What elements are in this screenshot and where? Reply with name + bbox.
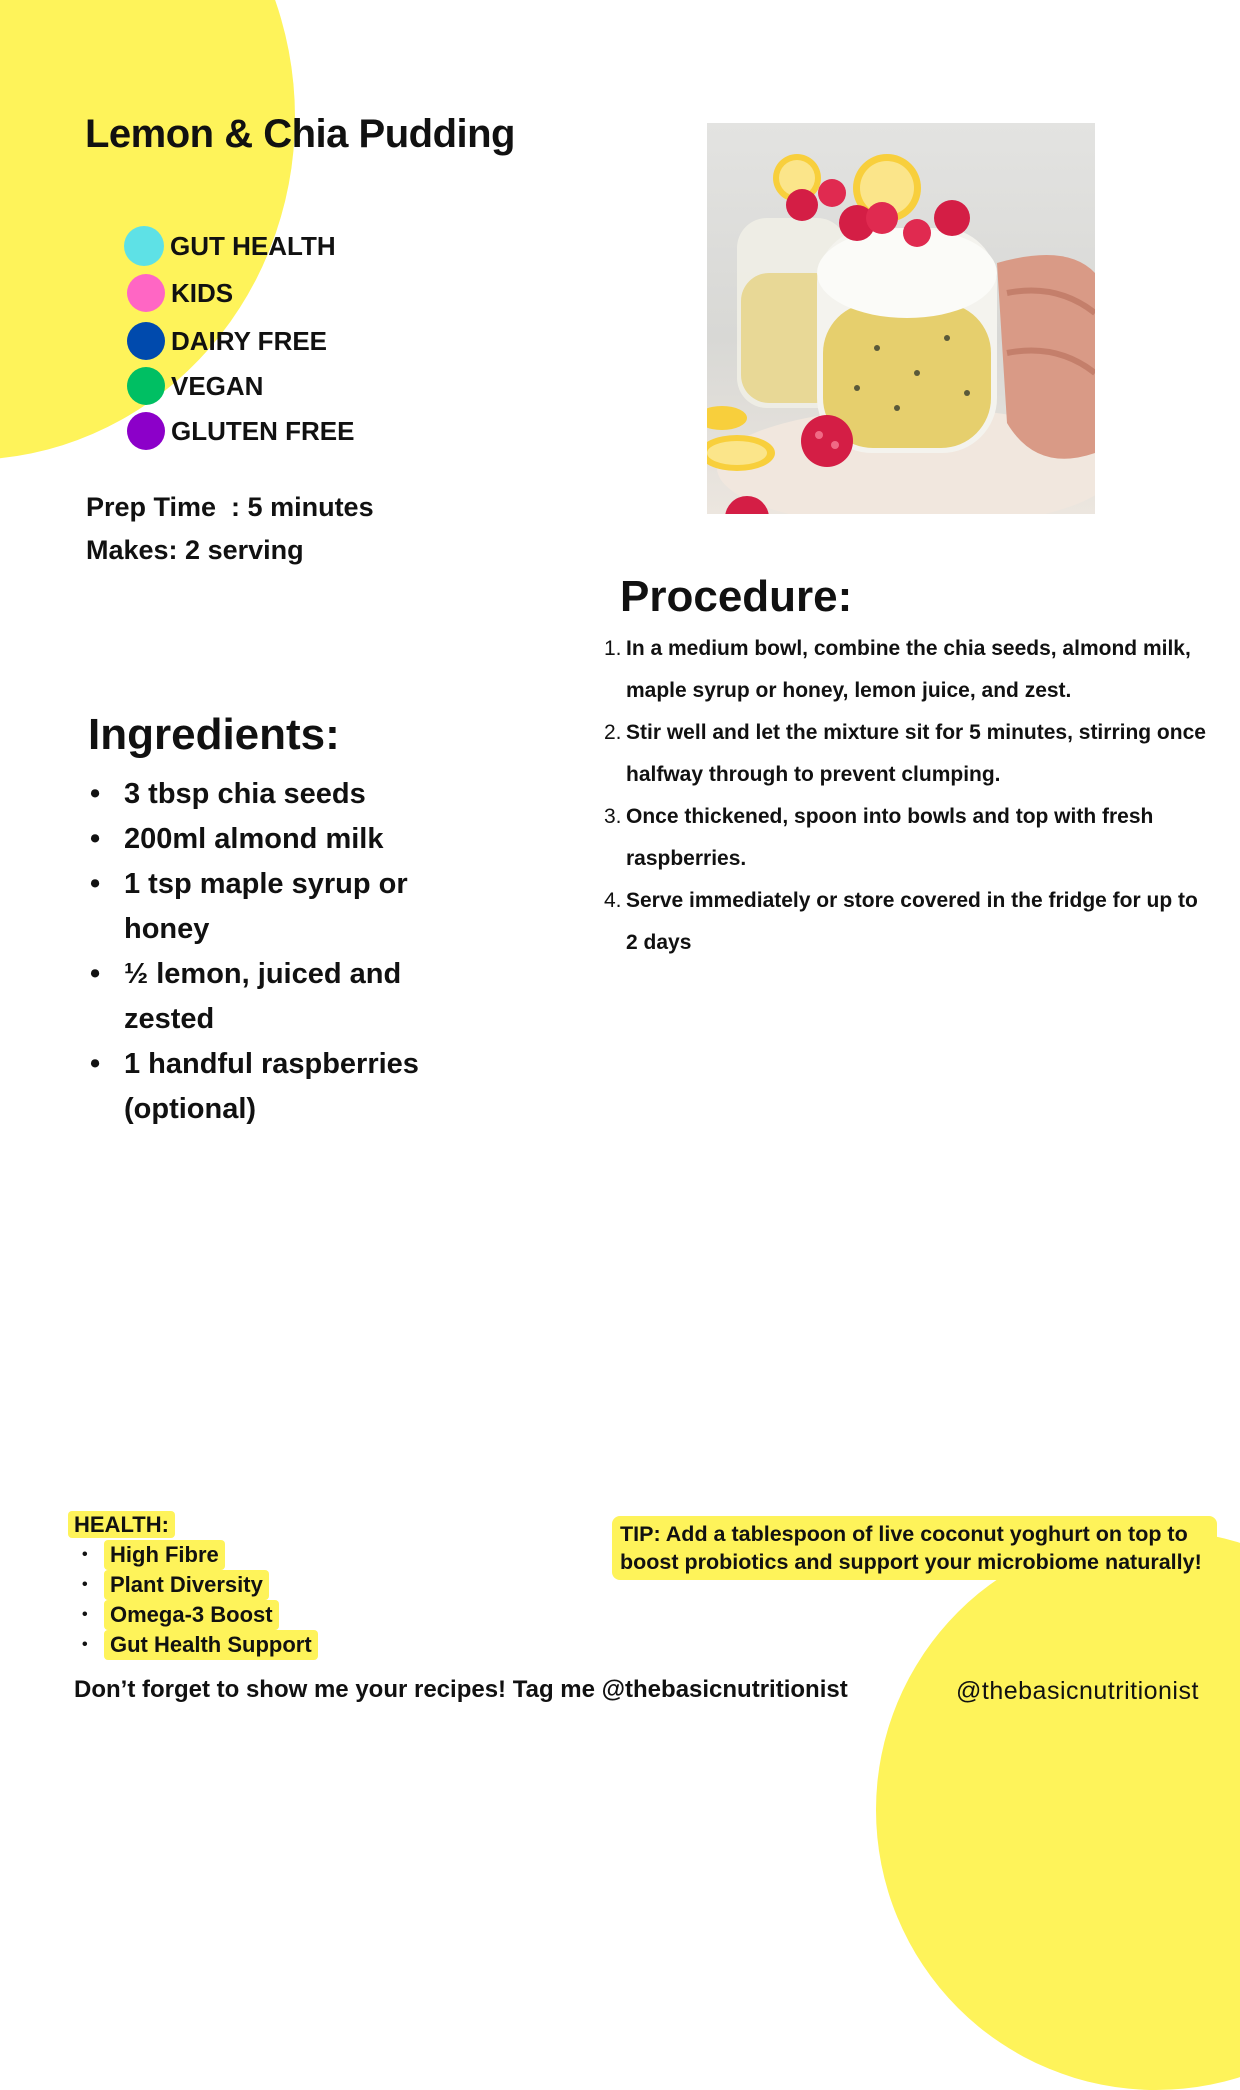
health-item bbox=[82, 1600, 318, 1630]
bullet-icon: • bbox=[90, 1048, 101, 1080]
bullet-icon: • bbox=[90, 778, 101, 810]
bullet-icon: • bbox=[82, 1546, 88, 1563]
health-benefits bbox=[68, 1512, 318, 1660]
step-text: Once thickened, spoon into bowls and top with fresh raspberries. bbox=[626, 805, 1154, 870]
health-item-text: Omega-3 Boost bbox=[104, 1600, 279, 1630]
tag-dot-icon bbox=[127, 367, 165, 405]
bullet-icon: • bbox=[82, 1606, 88, 1623]
health-title: HEALTH: bbox=[68, 1511, 175, 1538]
health-item bbox=[82, 1630, 318, 1660]
tag-label: GLUTEN FREE bbox=[171, 415, 355, 446]
tag-dot-icon bbox=[124, 226, 164, 266]
decorative-yellow-circle-bottom bbox=[876, 1530, 1240, 2090]
ingredient-item bbox=[90, 862, 470, 952]
step-text: Serve immediately or store covered in the fridge for up to 2 days bbox=[626, 889, 1198, 954]
tag-label: KIDS bbox=[171, 277, 234, 308]
health-item-text: Gut Health Support bbox=[104, 1630, 318, 1660]
social-handle: @thebasicnutritionist bbox=[956, 1677, 1199, 1705]
procedure-step bbox=[604, 880, 1214, 964]
recipe-title: Lemon & Chia Pudding bbox=[85, 112, 515, 156]
footer-cta: Don’t forget to show me your recipes! Tag me @thebasicnutritionist bbox=[74, 1676, 848, 1703]
tag-label: VEGAN bbox=[171, 370, 264, 401]
ingredient-text: 200ml almond milk bbox=[124, 823, 384, 855]
step-number: 4. bbox=[604, 889, 622, 912]
tag-kids bbox=[127, 274, 233, 312]
health-item-text: High Fibre bbox=[104, 1540, 225, 1570]
bullet-icon: • bbox=[82, 1636, 88, 1653]
servings: Makes: 2 serving bbox=[86, 535, 304, 565]
ingredient-text: ½ lemon, juiced and zested bbox=[124, 958, 402, 1035]
health-item bbox=[82, 1570, 318, 1600]
step-number: 1. bbox=[604, 637, 622, 660]
step-number: 2. bbox=[604, 721, 622, 744]
health-item-text: Plant Diversity bbox=[104, 1570, 269, 1600]
health-item bbox=[82, 1540, 318, 1570]
bullet-icon: • bbox=[90, 823, 101, 855]
tag-dot-icon bbox=[127, 322, 165, 360]
step-text: Stir well and let the mixture sit for 5 minutes, stirring once halfway through to prevent clumping. bbox=[626, 721, 1206, 786]
tag-label: DAIRY FREE bbox=[171, 325, 328, 356]
tag-dot-icon bbox=[127, 412, 165, 450]
procedure-step bbox=[604, 796, 1214, 880]
tag-gut-health bbox=[124, 226, 336, 266]
ingredients-list bbox=[90, 772, 470, 1132]
ingredient-item bbox=[90, 952, 470, 1042]
tip-box: TIP: Add a tablespoon of live coconut yoghurt on top to boost probiotics and support your microbiome naturally! bbox=[612, 1516, 1217, 1580]
procedure-step bbox=[604, 628, 1214, 712]
procedure-step bbox=[604, 712, 1214, 796]
ingredient-text: 3 tbsp chia seeds bbox=[124, 778, 366, 810]
chia-pudding-illustration bbox=[707, 123, 1095, 514]
ingredient-item bbox=[90, 1042, 470, 1132]
tag-dairy-free bbox=[127, 322, 327, 360]
tag-label: GUT HEALTH bbox=[170, 230, 336, 261]
step-number: 3. bbox=[604, 805, 622, 828]
tag-dot-icon bbox=[127, 274, 165, 312]
tag-vegan bbox=[127, 367, 263, 405]
ingredient-text: 1 handful raspberries (optional) bbox=[124, 1048, 419, 1125]
procedure-list bbox=[604, 628, 1214, 964]
ingredient-item bbox=[90, 817, 470, 862]
step-text: In a medium bowl, combine the chia seeds, almond milk, maple syrup or honey, lemon juice, and zest. bbox=[626, 637, 1191, 702]
bullet-icon: • bbox=[90, 868, 101, 900]
prep-time: Prep Time : 5 minutes bbox=[86, 492, 374, 522]
ingredients-heading: Ingredients: bbox=[88, 710, 340, 759]
ingredient-text: 1 tsp maple syrup or honey bbox=[124, 868, 408, 945]
bullet-icon: • bbox=[82, 1576, 88, 1593]
chia-pudding-photo bbox=[707, 123, 1095, 514]
health-list bbox=[68, 1540, 318, 1660]
bullet-icon: • bbox=[90, 958, 101, 990]
procedure-heading: Procedure: bbox=[620, 572, 853, 621]
ingredient-item bbox=[90, 772, 470, 817]
recipe-meta bbox=[86, 486, 374, 572]
tag-gluten-free bbox=[127, 412, 354, 450]
